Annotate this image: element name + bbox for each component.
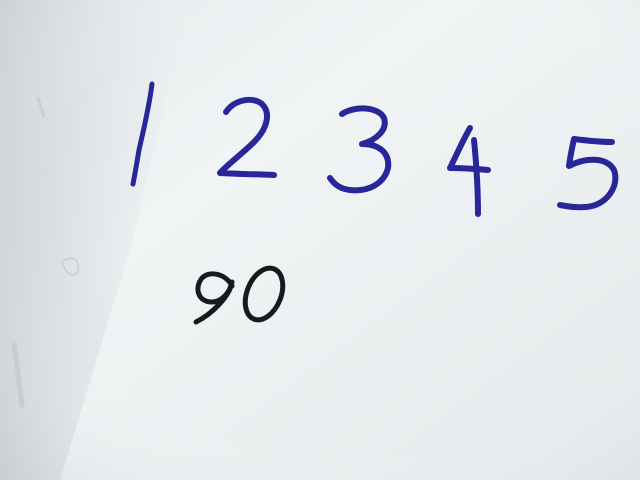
digit-4-text: 4 [448,129,494,213]
digit-3-text: 3 [330,123,376,207]
number-90-text: 90 [192,267,264,332]
digit-2-text: 2 [220,109,266,193]
digit-5-text: 5 [560,139,606,223]
digit-1-text: 1 [128,113,174,197]
